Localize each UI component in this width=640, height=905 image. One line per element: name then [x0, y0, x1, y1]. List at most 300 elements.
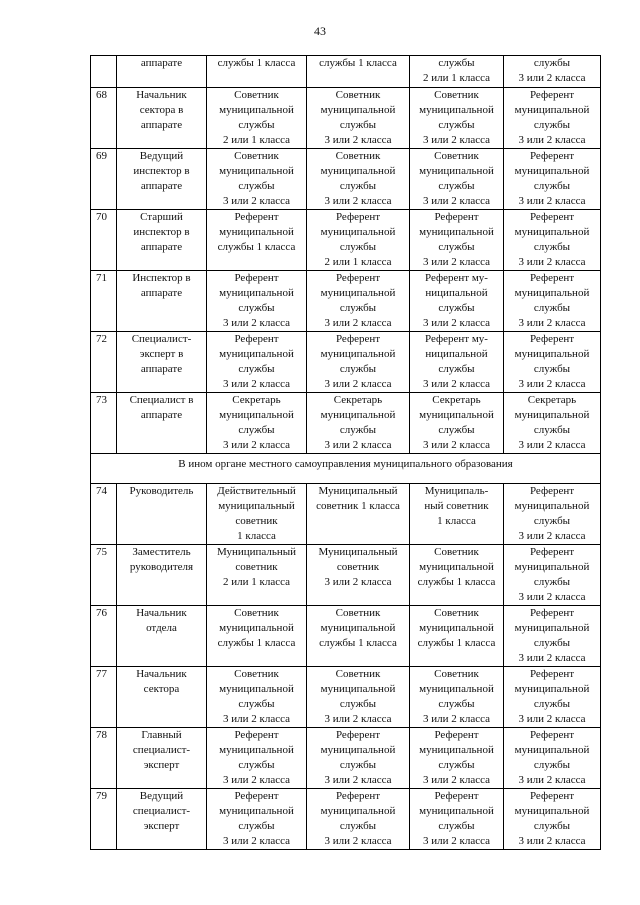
rank-cell-1 — [207, 56, 307, 88]
cell-line: Муниципальный — [318, 485, 398, 497]
cell-line: службы — [339, 241, 377, 253]
cell-line: Референт — [335, 272, 381, 284]
cell-line: Референт — [529, 729, 575, 741]
row-number: 77 — [91, 667, 117, 728]
cell-line: службы — [533, 576, 571, 588]
cell-line: Муниципальный — [216, 546, 297, 558]
rank-cell-1 — [207, 332, 307, 393]
cell-line: муниципальной — [419, 165, 494, 177]
rank-cell-3 — [410, 484, 504, 545]
cell-line: муниципальной — [419, 744, 494, 756]
cell-line: службы 1 класса — [217, 241, 296, 253]
cell-line: муниципальной — [514, 287, 590, 299]
rank-cell-4 — [504, 484, 601, 545]
rank-cell-1 — [207, 149, 307, 210]
rank-cell-3 — [410, 210, 504, 271]
section-heading: В ином органе местного самоуправления муниципального образования — [91, 454, 601, 484]
cell-line: 3 или 2 класса — [518, 835, 586, 847]
row-number: 74 — [91, 484, 117, 545]
cell-line: Референт — [529, 790, 575, 802]
cell-line: руководителя — [129, 561, 194, 573]
cell-line: Референт — [434, 790, 479, 802]
cell-line: муниципальной — [219, 622, 294, 634]
table-row — [91, 393, 601, 454]
rank-cell-4 — [504, 332, 601, 393]
cell-line: Секретарь — [232, 394, 281, 406]
cell-line: муниципальной — [419, 683, 494, 695]
cell-line: Муниципаль- — [424, 485, 489, 497]
cell-line: Ведущий — [139, 790, 184, 802]
cell-line: Ведущий — [139, 150, 184, 162]
cell-line: службы — [533, 759, 571, 771]
cell-line: 3 или 2 класса — [222, 317, 290, 329]
rank-cell-3 — [410, 271, 504, 332]
cell-line: 2 или 1 класса — [422, 72, 490, 84]
position-cell — [117, 393, 207, 454]
cell-line: Начальник — [136, 607, 187, 619]
position-cell — [117, 606, 207, 667]
cell-line: Советник — [335, 607, 381, 619]
cell-line: муниципальной — [514, 561, 590, 573]
cell-line: Советник — [234, 150, 279, 162]
cell-line: службы 1 класса — [417, 637, 496, 649]
cell-line: 3 или 2 класса — [222, 378, 290, 390]
cell-line: муниципальной — [419, 561, 494, 573]
cell-line: 3 или 2 класса — [222, 835, 290, 847]
cell-line: 3 или 2 класса — [422, 835, 490, 847]
cell-line: Советник — [335, 89, 381, 101]
rank-cell-3 — [410, 606, 504, 667]
cell-line: муниципальной — [514, 683, 590, 695]
rank-cell-3 — [410, 667, 504, 728]
rank-cell-2 — [307, 88, 410, 149]
cell-line: службы 1 класса — [319, 637, 397, 649]
cell-line: советник — [235, 561, 278, 573]
cell-line: службы — [339, 180, 377, 192]
cell-line: ниципальной — [425, 348, 488, 360]
cell-line: муниципальной — [219, 683, 294, 695]
cell-line: 3 или 2 класса — [422, 713, 490, 725]
cell-line: эксперт в — [139, 348, 184, 360]
cell-line: службы — [533, 119, 571, 131]
row-number: 78 — [91, 728, 117, 789]
cell-line: аппарате — [140, 57, 183, 69]
cell-line: Советник — [335, 150, 381, 162]
rank-cell-3 — [410, 545, 504, 606]
position-cell — [117, 56, 207, 88]
cell-line: муниципальной — [514, 409, 590, 421]
cell-line: Референт — [529, 546, 575, 558]
cell-line: службы — [533, 180, 571, 192]
cell-line: аппарате — [140, 119, 183, 131]
cell-line: службы — [438, 57, 475, 69]
rank-cell-2 — [307, 149, 410, 210]
rank-cell-3 — [410, 88, 504, 149]
table-row — [91, 210, 601, 271]
cell-line: службы — [533, 698, 571, 710]
cell-line: 3 или 2 класса — [324, 713, 392, 725]
cell-line: 3 или 2 класса — [518, 713, 586, 725]
cell-line: Советник — [434, 668, 479, 680]
cell-line: отдела — [146, 622, 177, 634]
cell-line: Референт — [529, 150, 575, 162]
cell-line: Специалист- — [131, 333, 192, 345]
rank-cell-2 — [307, 393, 410, 454]
cell-line: муниципальной — [320, 409, 396, 421]
rank-cell-1 — [207, 88, 307, 149]
cell-line: 3 или 2 класса — [324, 134, 392, 146]
cell-line: Советник — [234, 607, 279, 619]
cell-line: службы — [438, 302, 475, 314]
cell-line: советник 1 класса — [316, 500, 400, 512]
cell-line: муниципальной — [419, 104, 494, 116]
cell-line: службы — [533, 637, 571, 649]
cell-line: муниципальной — [419, 805, 494, 817]
rank-cell-2 — [307, 484, 410, 545]
cell-line: 3 или 2 класса — [324, 378, 392, 390]
row-number: 79 — [91, 789, 117, 850]
cell-line: муниципальной — [514, 805, 590, 817]
cell-line: 3 или 2 класса — [422, 317, 490, 329]
cell-line: муниципальной — [320, 622, 396, 634]
position-cell — [117, 484, 207, 545]
table-row — [91, 728, 601, 789]
rank-cell-2 — [307, 728, 410, 789]
positions-table — [90, 55, 601, 850]
cell-line: службы — [438, 424, 475, 436]
cell-line: службы — [339, 820, 377, 832]
cell-line: 3 или 2 класса — [518, 652, 586, 664]
cell-line: службы — [339, 698, 377, 710]
cell-line: службы — [339, 363, 377, 375]
cell-line: службы — [438, 180, 475, 192]
cell-line: 3 или 2 класса — [518, 378, 586, 390]
cell-line: муниципальной — [514, 165, 590, 177]
cell-line: аппарате — [140, 409, 183, 421]
cell-line: муниципальный — [218, 500, 295, 512]
cell-line: Советник — [434, 607, 479, 619]
cell-line: Секретарь — [527, 394, 577, 406]
cell-line: 3 или 2 класса — [324, 195, 392, 207]
cell-line: службы — [238, 820, 275, 832]
position-cell — [117, 545, 207, 606]
cell-line: муниципальной — [514, 348, 590, 360]
cell-line: Главный — [141, 729, 182, 741]
cell-line: муниципальной — [219, 226, 294, 238]
cell-line: муниципальной — [419, 622, 494, 634]
cell-line: службы — [238, 363, 275, 375]
cell-line: Действительный — [217, 485, 296, 497]
rank-cell-4 — [504, 728, 601, 789]
cell-line: 2 или 1 класса — [222, 134, 290, 146]
cell-line: 3 или 2 класса — [324, 576, 392, 588]
rank-cell-4 — [504, 667, 601, 728]
cell-line: Референт — [529, 668, 575, 680]
cell-line: Советник — [234, 89, 279, 101]
row-number: 72 — [91, 332, 117, 393]
row-number: 75 — [91, 545, 117, 606]
rank-cell-1 — [207, 210, 307, 271]
cell-line: службы — [438, 363, 475, 375]
cell-line: муниципальной — [514, 622, 590, 634]
row-number: 68 — [91, 88, 117, 149]
cell-line: 3 или 2 класса — [422, 774, 490, 786]
cell-line: службы — [238, 424, 275, 436]
position-cell — [117, 667, 207, 728]
table-row — [91, 88, 601, 149]
cell-line: аппарате — [140, 363, 183, 375]
cell-line: 3 или 2 класса — [518, 134, 586, 146]
cell-line: сектора — [143, 683, 180, 695]
rank-cell-3 — [410, 393, 504, 454]
cell-line: ный советник — [424, 500, 489, 512]
rank-cell-4 — [504, 210, 601, 271]
cell-line: службы 1 класса — [319, 57, 397, 69]
cell-line: Инспектор в — [132, 272, 191, 284]
cell-line: Референт — [434, 211, 479, 223]
rank-cell-4 — [504, 271, 601, 332]
cell-line: Советник — [434, 89, 479, 101]
cell-line: 1 класса — [437, 515, 476, 527]
rank-cell-4 — [504, 789, 601, 850]
cell-line: инспектор в — [133, 226, 190, 238]
cell-line: муниципальной — [419, 409, 494, 421]
row-number — [91, 56, 117, 88]
position-cell — [117, 728, 207, 789]
section-row — [91, 454, 601, 484]
rank-cell-4 — [504, 149, 601, 210]
rank-cell-2 — [307, 56, 410, 88]
cell-line: Советник — [335, 668, 381, 680]
cell-line: Советник — [234, 668, 279, 680]
row-number: 73 — [91, 393, 117, 454]
cell-line: 3 или 2 класса — [222, 439, 290, 451]
cell-line: службы — [438, 820, 475, 832]
cell-line: Начальник — [136, 89, 187, 101]
cell-line: 3 или 2 класса — [222, 713, 290, 725]
position-cell — [117, 149, 207, 210]
table-row — [91, 545, 601, 606]
cell-line: Референт — [335, 211, 381, 223]
cell-line: службы — [238, 302, 275, 314]
cell-line: Специалист в — [129, 394, 194, 406]
cell-line: 2 или 1 класса — [222, 576, 290, 588]
cell-line: советник — [336, 561, 380, 573]
row-number: 76 — [91, 606, 117, 667]
rank-cell-1 — [207, 728, 307, 789]
cell-line: 3 или 2 класса — [518, 256, 586, 268]
rank-cell-2 — [307, 789, 410, 850]
position-cell — [117, 88, 207, 149]
cell-line: муниципальной — [219, 744, 294, 756]
cell-line: 3 или 2 класса — [422, 195, 490, 207]
cell-line: сектора в — [139, 104, 184, 116]
cell-line: муниципальной — [320, 287, 396, 299]
cell-line: 3 или 2 класса — [518, 591, 586, 603]
row-number: 71 — [91, 271, 117, 332]
cell-line: муниципальной — [514, 104, 590, 116]
cell-line: службы — [533, 302, 571, 314]
cell-line: Референт — [529, 485, 575, 497]
rank-cell-4 — [504, 56, 601, 88]
table-row — [91, 332, 601, 393]
cell-line: Секретарь — [333, 394, 383, 406]
cell-line: муниципальной — [219, 409, 294, 421]
position-cell — [117, 789, 207, 850]
cell-line: Советник — [434, 546, 479, 558]
cell-line: специалист- — [132, 805, 191, 817]
cell-line: Референт — [335, 333, 381, 345]
page-number: 43 — [314, 24, 326, 38]
cell-line: 3 или 2 класса — [518, 72, 586, 84]
cell-line: муниципальной — [219, 348, 294, 360]
cell-line: Заместитель — [132, 546, 191, 558]
cell-line: Муниципальный — [318, 546, 398, 558]
cell-line: Советник — [434, 150, 479, 162]
cell-line: муниципальной — [219, 165, 294, 177]
cell-line: муниципальной — [320, 683, 396, 695]
cell-line: службы — [339, 759, 377, 771]
position-cell — [117, 332, 207, 393]
cell-line: эксперт — [143, 820, 180, 832]
cell-line: Референт — [434, 729, 479, 741]
rank-cell-1 — [207, 545, 307, 606]
cell-line: муниципальной — [514, 500, 590, 512]
position-cell — [117, 210, 207, 271]
cell-line: ниципальной — [425, 287, 488, 299]
rank-cell-1 — [207, 789, 307, 850]
rank-cell-3 — [410, 149, 504, 210]
rank-cell-2 — [307, 545, 410, 606]
rank-cell-2 — [307, 606, 410, 667]
cell-line: 1 класса — [237, 530, 276, 542]
rank-cell-1 — [207, 271, 307, 332]
cell-line: 3 или 2 класса — [222, 195, 290, 207]
rank-cell-4 — [504, 88, 601, 149]
cell-line: службы 1 класса — [217, 637, 296, 649]
cell-line: службы 1 класса — [417, 576, 496, 588]
cell-line: Старший — [140, 211, 183, 223]
table-row — [91, 149, 601, 210]
cell-line: Референт — [234, 729, 279, 741]
cell-line: Референт — [234, 790, 279, 802]
row-number: 70 — [91, 210, 117, 271]
cell-line: службы — [438, 698, 475, 710]
cell-line: 3 или 2 класса — [422, 256, 490, 268]
cell-line: службы — [339, 302, 377, 314]
rank-cell-3 — [410, 789, 504, 850]
rank-cell-3 — [410, 332, 504, 393]
cell-line: Референт му- — [425, 272, 488, 284]
cell-line: службы — [533, 57, 571, 69]
cell-line: 3 или 2 класса — [324, 317, 392, 329]
rank-cell-1 — [207, 667, 307, 728]
cell-line: муниципальной — [219, 287, 294, 299]
table-row — [91, 667, 601, 728]
cell-line: 3 или 2 класса — [518, 774, 586, 786]
cell-line: эксперт — [143, 759, 180, 771]
cell-line: Референт — [234, 211, 279, 223]
cell-line: службы — [533, 424, 571, 436]
cell-line: 3 или 2 класса — [422, 134, 490, 146]
cell-line: 3 или 2 класса — [324, 835, 392, 847]
cell-line: 3 или 2 класса — [422, 439, 490, 451]
cell-line: службы — [238, 180, 275, 192]
cell-line: муниципальной — [320, 165, 396, 177]
cell-line: службы 1 класса — [217, 57, 296, 69]
cell-line: Референт — [529, 333, 575, 345]
rank-cell-3 — [410, 728, 504, 789]
cell-line: службы — [533, 515, 571, 527]
cell-line: аппарате — [140, 287, 183, 299]
cell-line: инспектор в — [133, 165, 190, 177]
cell-line: Руководитель — [129, 485, 194, 497]
table-row — [91, 606, 601, 667]
rank-cell-4 — [504, 606, 601, 667]
table-row — [91, 789, 601, 850]
cell-line: службы — [533, 820, 571, 832]
rank-cell-1 — [207, 393, 307, 454]
cell-line: службы — [238, 698, 275, 710]
cell-line: советник — [235, 515, 278, 527]
cell-line: Референт — [335, 729, 381, 741]
cell-line: Референт — [529, 211, 575, 223]
cell-line: Секретарь — [432, 394, 481, 406]
row-number: 69 — [91, 149, 117, 210]
cell-line: муниципальной — [320, 226, 396, 238]
table-row — [91, 56, 601, 88]
cell-line: муниципальной — [320, 104, 396, 116]
cell-line: муниципальной — [219, 104, 294, 116]
cell-line: муниципальной — [320, 805, 396, 817]
rank-cell-4 — [504, 393, 601, 454]
cell-line: Референт — [529, 89, 575, 101]
cell-line: 3 или 2 класса — [324, 439, 392, 451]
cell-line: 2 или 1 класса — [324, 256, 392, 268]
cell-line: Начальник — [136, 668, 187, 680]
cell-line: Референт — [529, 272, 575, 284]
cell-line: 3 или 2 класса — [222, 774, 290, 786]
cell-line: службы — [438, 759, 475, 771]
cell-line: муниципальной — [320, 744, 396, 756]
cell-line: аппарате — [140, 180, 183, 192]
rank-cell-4 — [504, 545, 601, 606]
cell-line: Референт — [335, 790, 381, 802]
cell-line: службы — [533, 241, 571, 253]
cell-line: муниципальной — [320, 348, 396, 360]
rank-cell-2 — [307, 271, 410, 332]
cell-line: 3 или 2 класса — [422, 378, 490, 390]
cell-line: 3 или 2 класса — [518, 530, 586, 542]
cell-line: муниципальной — [419, 226, 494, 238]
cell-line: специалист- — [132, 744, 191, 756]
cell-line: 3 или 2 класса — [324, 774, 392, 786]
cell-line: аппарате — [140, 241, 183, 253]
cell-line: Референт — [234, 333, 279, 345]
cell-line: 3 или 2 класса — [518, 439, 586, 451]
rank-cell-3 — [410, 56, 504, 88]
cell-line: 3 или 2 класса — [518, 317, 586, 329]
cell-line: Референт — [234, 272, 279, 284]
cell-line: службы — [438, 241, 475, 253]
cell-line: службы — [339, 424, 377, 436]
table-row — [91, 271, 601, 332]
cell-line: службы — [533, 363, 571, 375]
cell-line: Референт — [529, 607, 575, 619]
cell-line: службы — [238, 119, 275, 131]
position-cell — [117, 271, 207, 332]
cell-line: муниципальной — [219, 805, 294, 817]
